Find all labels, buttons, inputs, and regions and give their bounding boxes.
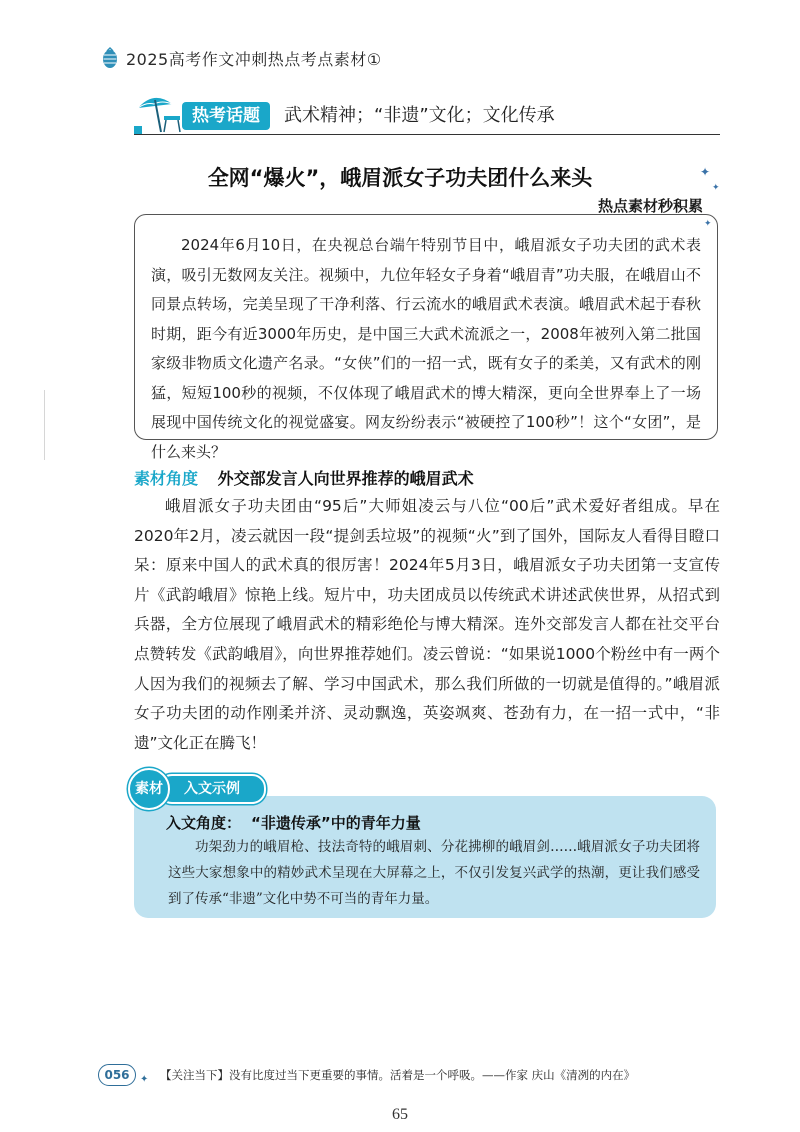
topic-bar xyxy=(134,90,714,130)
topic-badge: 热考话题 xyxy=(182,102,270,130)
material-angle xyxy=(134,466,474,489)
sparkle-icon: ✦ xyxy=(712,183,720,193)
topic-keywords: 武术精神；“非遗”文化；文化传承 xyxy=(284,105,555,126)
sparkle-icon: ✦ xyxy=(700,165,711,179)
example-paragraph: 功架劲力的峨眉枪、技法奇特的峨眉刺、分花拂柳的峨眉剑……峨眉派女子功夫团将这些大家想象中的精妙武术呈现在大屏幕之上，不仅引发复兴武学的热潮，更让我们感受到了传承“非遗”文化中势不可当的青年力量。 xyxy=(168,839,700,907)
scan-page-number: 65 xyxy=(392,1106,408,1123)
example-tag xyxy=(128,768,268,804)
example-circle-badge: 素材 xyxy=(128,768,170,810)
footer xyxy=(98,1062,635,1088)
example-angle-text: “非遗传承”中的青年力量 xyxy=(251,814,421,832)
intro-paragraph: 2024年6月10日，在央视总台端午特别节目中，峨眉派女子功夫团的武术表演，吸引无数网友关注。视频中，九位年轻女子身着“峨眉青”功夫服，在峨眉山不同景点转场，完美呈现了干净利落、行云流水的峨眉武术表演。峨眉武术起于春秋时期，距今有近3000年历史，是中国三大武术流派之一，2008年被列入第二批国家级非物质文化遗产名录。“女侠”们的一招一式，既有女子的柔美，又有武术的刚猛，短短100秒的视频，不仅体现了峨眉武术的博大精深，更向全世界奉上了一场展现中国传统文化的视觉盛宴。网友纷纷表示“被硬控了100秒”！这个“女团”，是什么来头？ xyxy=(151,236,701,461)
article-title: 全网“爆火”，峨眉派女子功夫团什么来头 xyxy=(207,166,593,190)
example-pill-badge: 入文示例 xyxy=(158,774,266,804)
page-number-badge: 056 xyxy=(98,1064,136,1086)
section-label: 热点素材秒积累 xyxy=(598,197,704,215)
example-angle-label: 入文角度： xyxy=(166,814,242,832)
footer-quote: 【关注当下】没有比度过当下更重要的事情。活着是一个呼吸。——作家 庆山《清冽的内在》 xyxy=(160,1068,636,1082)
intro-box xyxy=(134,214,718,461)
topic-divider xyxy=(134,134,720,135)
pinecone-icon xyxy=(100,46,120,70)
sparkle-icon: ✦ xyxy=(140,1074,149,1085)
sparkle-icon: ✦ xyxy=(704,219,712,229)
scan-margin-line xyxy=(44,390,45,460)
running-head-title: 2025高考作文冲刺热点考点素材① xyxy=(126,49,382,69)
example-heading xyxy=(166,812,421,833)
running-head xyxy=(100,46,382,70)
material-angle-tag: 素材角度 xyxy=(134,469,199,488)
body-paragraph: 峨眉派女子功夫团由“95后”大师姐凌云与八位“00后”武术爱好者组成。早在2020年2月，凌云就因一段“提剑丢垃圾”的视频“火”到了国外，国际友人看得目瞪口呆：原来中国人的武术真的很厉害！2024年5月3日，峨眉派女子功夫团第一支宣传片《武韵峨眉》惊艳上线。短片中，功夫团成员以传统武术讲述武侠世界，从招式到兵器，全方位展现了峨眉武术的精彩绝伦与博大精深。连外交部发言人都在社交平台点赞转发《武韵峨眉》，向世界推荐她们。凌云曾说：“如果说1000个粉丝中有一两个人因为我们的视频去了解、学习中国武术，那么我们所做的一切就是值得的。”峨眉派女子功夫团的动作刚柔并济、灵动飘逸，英姿飒爽、苍劲有力，在一招一式中，“非遗”文化正在腾飞！ xyxy=(134,497,720,752)
material-angle-text: 外交部发言人向世界推荐的峨眉武术 xyxy=(217,469,474,488)
